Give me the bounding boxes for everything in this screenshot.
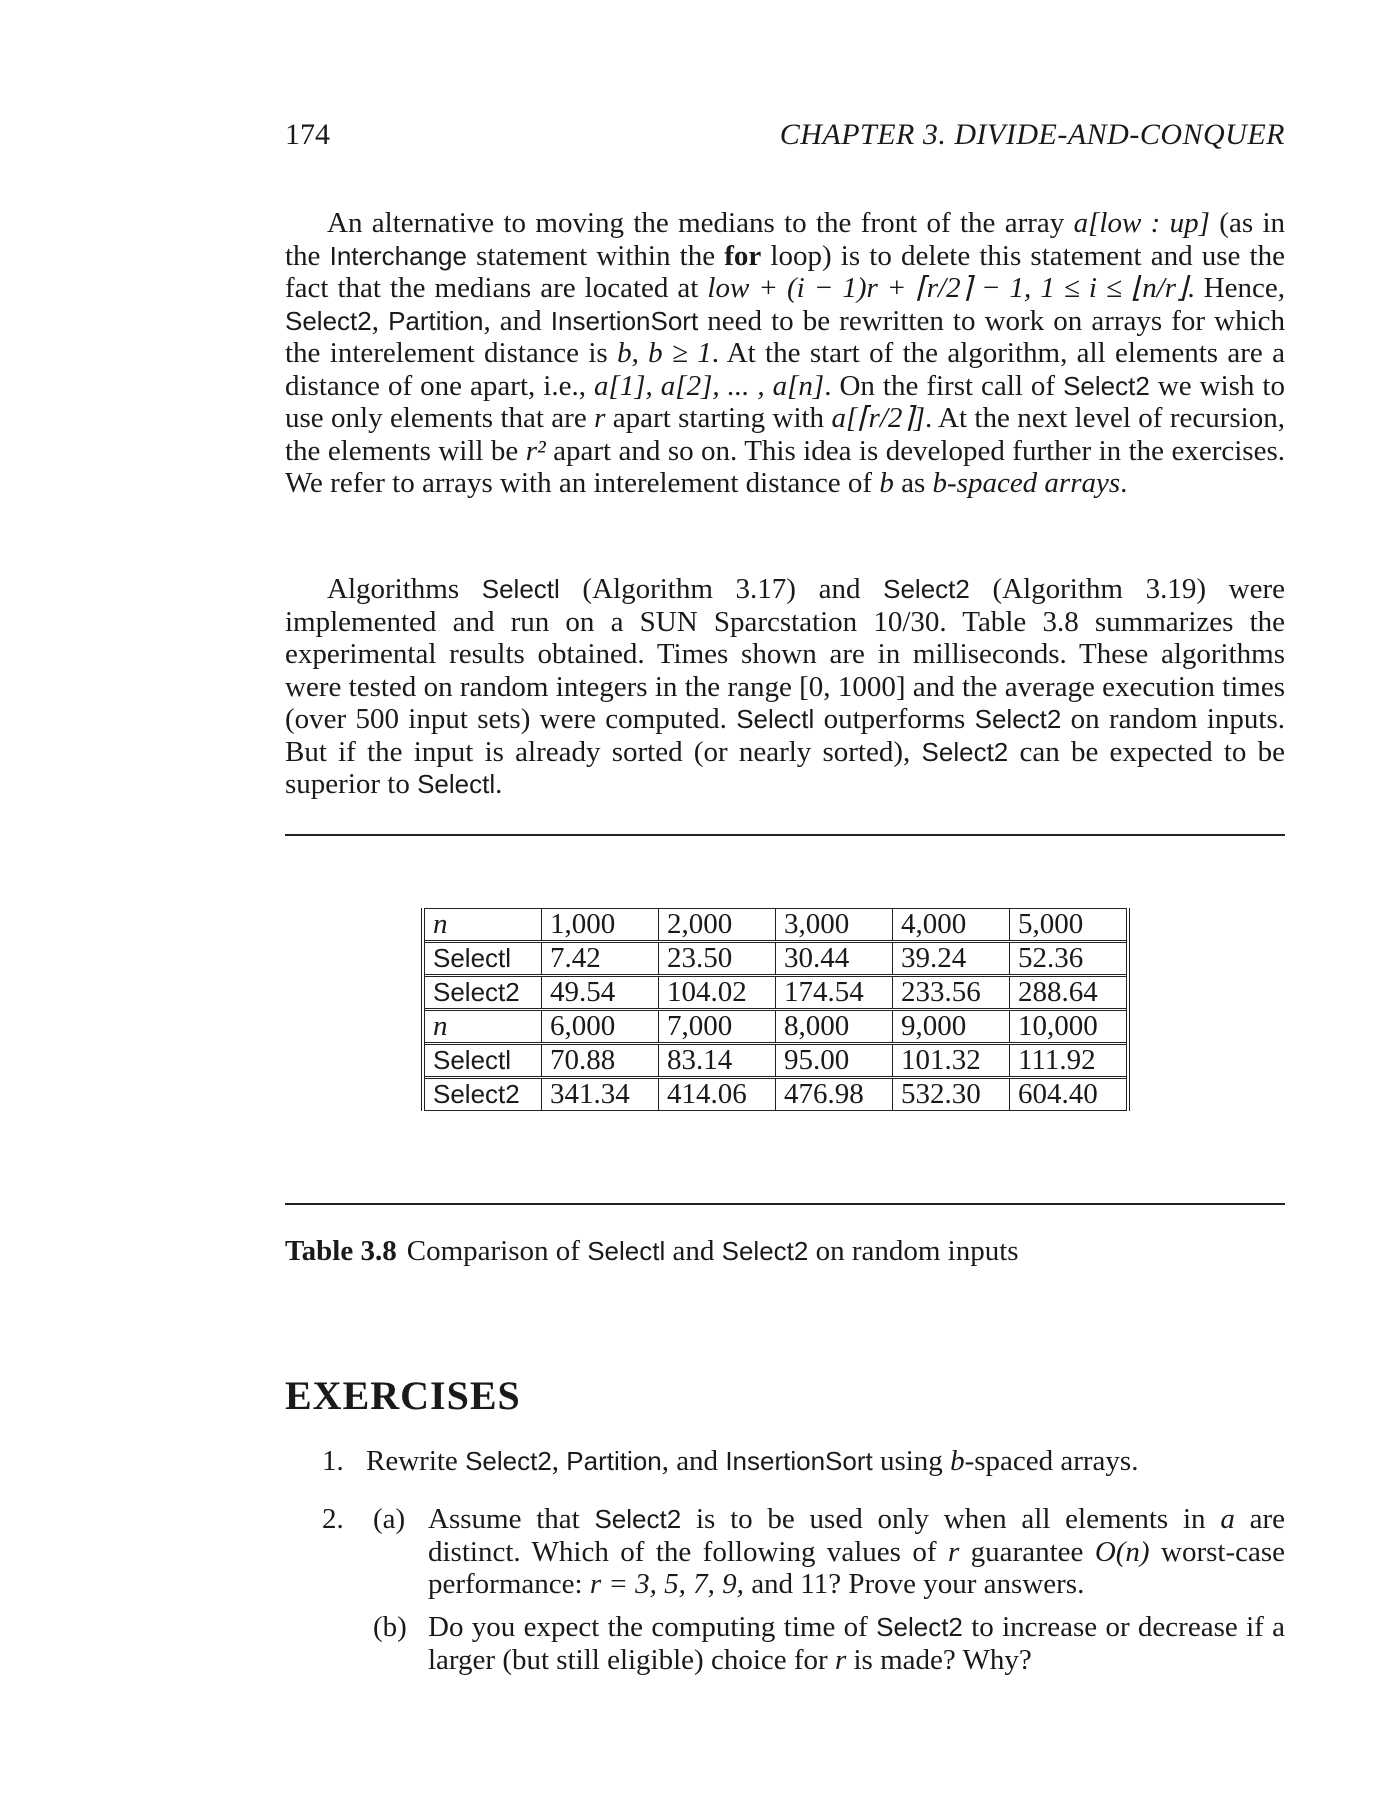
code-select1: Selectl xyxy=(417,769,496,799)
table-row xyxy=(423,1010,1128,1044)
code-insertionsort: InsertionSort xyxy=(725,1446,873,1476)
caption-label: Table 3.8 xyxy=(285,1235,397,1267)
table-cell: 6,000 xyxy=(542,1010,659,1044)
row-label-cell xyxy=(423,976,542,1010)
subpart-tag: (a) xyxy=(373,1503,406,1535)
row-label: Selectl xyxy=(433,1045,512,1075)
row-label: Select2 xyxy=(433,977,520,1007)
math-r: r xyxy=(594,402,606,434)
table-cell: 101.32 xyxy=(893,1044,1010,1078)
table-cell: 9,000 xyxy=(893,1010,1010,1044)
subpart-tag: (b) xyxy=(373,1611,407,1643)
table-cell: 7.42 xyxy=(542,942,659,976)
table-cell: 3,000 xyxy=(776,909,893,942)
table-cell: 52.36 xyxy=(1010,942,1129,976)
row-label: n xyxy=(433,908,448,940)
row-label-cell xyxy=(423,1044,542,1078)
code-select2: Select2 xyxy=(1063,370,1150,401)
math-b: b xyxy=(879,467,894,499)
table-cell: 95.00 xyxy=(776,1044,893,1078)
math-start-element: a[⌈r/2⌉] xyxy=(831,402,925,434)
table-cell: 39.24 xyxy=(893,942,1010,976)
table-cell: 233.56 xyxy=(893,976,1010,1010)
code-insertionsort: InsertionSort xyxy=(550,305,699,336)
math-median-formula: low + (i − 1)r + ⌈r/2⌉ − 1, 1 ≤ i ≤ ⌊n/r⌋ xyxy=(707,272,1188,304)
exercise-number: 1. xyxy=(322,1445,344,1477)
table-row xyxy=(423,976,1128,1010)
table-cell: 1,000 xyxy=(542,909,659,942)
row-label: Selectl xyxy=(433,943,512,973)
paragraph-experimental-results: Algorithms Selectl (Algorithm 3.17) and Select2 (Algorithm 3.19) were implemented and run on a SUN Sparcstation 10/30. Table 3.8 summarizes the experimental results obtained. Times shown are in milliseconds. These algorithms were tested on random integers in the range [0, 1000] and the average execution times (over 500 input sets) were computed. Selectl outperforms Select2 on random inputs. But if the input is already sorted (or nearly sorted), Select2 can be expected to be superior to Selectl. xyxy=(285,573,1285,800)
code-interchange: Interchange xyxy=(329,240,467,271)
table-bottom-rule xyxy=(285,1203,1285,1205)
math-big-o: O(n) xyxy=(1094,1535,1150,1568)
math-elements: a[1], a[2], ... , a[n] xyxy=(593,369,825,402)
code-select2: Select2 xyxy=(876,1612,963,1642)
table-cell: 7,000 xyxy=(659,1010,776,1044)
table-caption: Table 3.8 Comparison of Selectl and Select2 on random inputs xyxy=(285,1235,1019,1267)
keyword-for: for xyxy=(724,239,762,272)
page-number: 174 xyxy=(285,118,330,151)
code-partition: Partition xyxy=(566,1446,662,1476)
table-cell: 23.50 xyxy=(659,942,776,976)
results-table xyxy=(421,908,1130,1111)
row-label-cell xyxy=(423,909,542,942)
code-select2: Select2 xyxy=(594,1504,682,1534)
code-select1: Selectl xyxy=(736,704,815,734)
table-cell: 49.54 xyxy=(542,976,659,1010)
table-row xyxy=(423,1078,1128,1111)
table-row xyxy=(423,1044,1128,1078)
table-cell: 104.02 xyxy=(659,976,776,1010)
table-cell: 70.88 xyxy=(542,1044,659,1078)
math-r-values: r = 3, 5, 7, 9, xyxy=(589,1568,744,1600)
code-select1: Selectl xyxy=(587,1236,666,1266)
row-label-cell xyxy=(423,1010,542,1044)
table-cell: 476.98 xyxy=(776,1078,893,1111)
running-head xyxy=(285,118,1285,158)
row-label: n xyxy=(433,1010,448,1042)
code-select2: Select2 xyxy=(465,1446,552,1476)
table-cell: 83.14 xyxy=(659,1044,776,1078)
table-cell: 414.06 xyxy=(659,1078,776,1111)
code-partition: Partition xyxy=(388,305,484,336)
results-table-body xyxy=(423,909,1128,1111)
table-cell: 30.44 xyxy=(776,942,893,976)
table-cell: 341.34 xyxy=(542,1078,659,1111)
table-cell: 4,000 xyxy=(893,909,1010,942)
table-cell: 5,000 xyxy=(1010,909,1129,942)
math-b: b xyxy=(950,1445,965,1477)
table-row xyxy=(423,942,1128,976)
chapter-title: CHAPTER 3. DIVIDE-AND-CONQUER xyxy=(779,118,1285,151)
math-array-range: a[low : up] xyxy=(1073,207,1210,239)
code-select2: Select2 xyxy=(974,704,1062,734)
term-b-spaced-arrays: b-spaced arrays xyxy=(932,467,1121,499)
table-cell: 2,000 xyxy=(659,909,776,942)
table-cell: 10,000 xyxy=(1010,1010,1129,1044)
table-cell: 604.40 xyxy=(1010,1078,1129,1111)
exercise-2a: (a) Assume that Select2 is to be used only when all elements in a are distinct. Which of the following values of r guarantee O(n) worst-case performance: r = 3, 5, 7, 9, and 11? Prove your answers. xyxy=(373,1503,1285,1600)
paragraph-b-spaced-arrays: An alternative to moving the medians to the front of the array a[low : up] (as in the Interchange statement within the for loop) is to delete this statement and use the fact that the medians are located at low + (i − 1)r + ⌈r/2⌉ − 1, 1 ≤ i ≤ ⌊n/r⌋. Hence, Select2, Partition, and InsertionSort need to be rewritten to work on arrays for which the interelement distance is b, b ≥ 1. At the start of the algorithm, all elements are a distance of one apart, i.e., a[1], a[2], ... , a[n]. On the first call of Select2 we wish to use only elements that are r apart starting with a[⌈r/2⌉]. At the next level of recursion, the elements will be r² apart and so on. This idea is developed further in the exercises. We refer to arrays with an interelement distance of b as b-spaced arrays. xyxy=(285,207,1286,499)
math-a: a xyxy=(1220,1503,1235,1535)
exercise-2b: (b) Do you expect the computing time of Select2 to increase or decrease if a larger (but still eligible) choice for r is made? Why? xyxy=(373,1611,1285,1676)
exercise-1: 1. Rewrite Select2, Partition, and InsertionSort using b-spaced arrays. xyxy=(322,1445,1139,1477)
table-cell: 288.64 xyxy=(1010,976,1129,1010)
table-row xyxy=(423,909,1128,942)
table-cell: 111.92 xyxy=(1010,1044,1129,1078)
table-cell: 174.54 xyxy=(776,976,893,1010)
math-r-squared: r² xyxy=(525,434,546,467)
code-select2: Select2 xyxy=(721,1236,809,1266)
section-heading-exercises: EXERCISES xyxy=(285,1373,521,1418)
table-cell: 532.30 xyxy=(893,1078,1010,1111)
row-label: Select2 xyxy=(433,1079,520,1109)
table-top-rule xyxy=(285,834,1285,836)
exercise-2-number: 2. xyxy=(322,1503,344,1535)
code-select2: Select2 xyxy=(285,305,372,336)
math-r: r xyxy=(947,1535,960,1568)
math-b-condition: b, b ≥ 1 xyxy=(617,337,712,369)
code-select1: Selectl xyxy=(481,574,560,604)
code-select2: Select2 xyxy=(921,736,1009,767)
row-label-cell xyxy=(423,942,542,976)
math-r: r xyxy=(834,1643,847,1676)
row-label-cell xyxy=(423,1078,542,1111)
code-select2: Select2 xyxy=(883,574,970,604)
table-cell: 8,000 xyxy=(776,1010,893,1044)
